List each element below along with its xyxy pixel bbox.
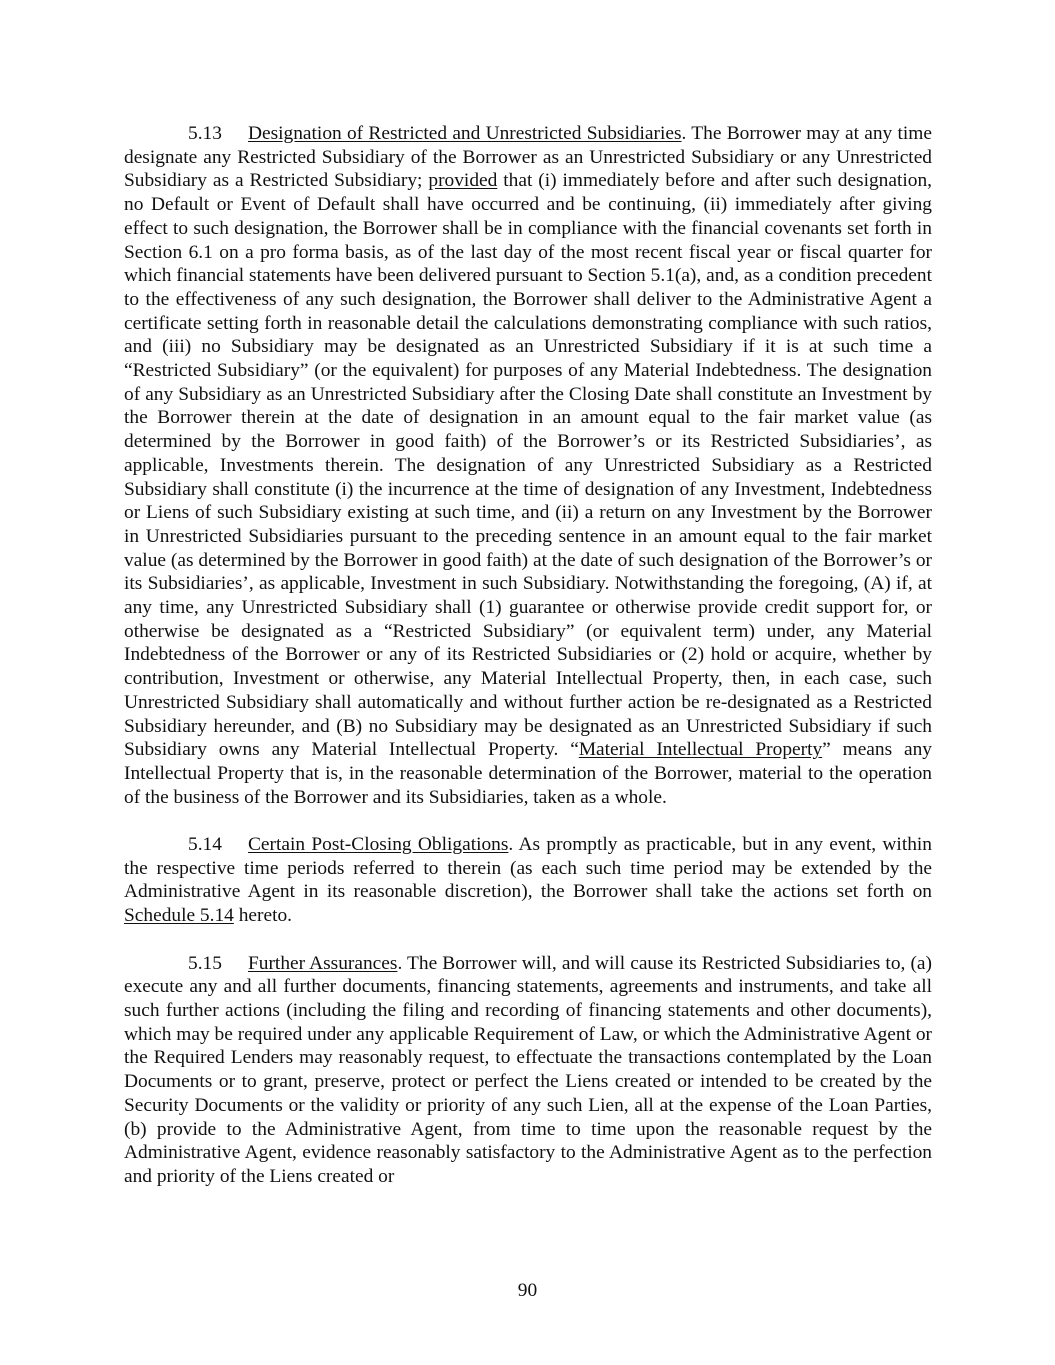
section-heading: Designation of Restricted and Unrestricted Subsidiaries <box>248 123 682 144</box>
section-heading: Further Assurances <box>248 952 398 974</box>
document-page <box>124 122 932 1212</box>
page-number: 90 <box>517 1280 538 1301</box>
section-text: hereto. <box>233 905 293 927</box>
section-5-13 <box>124 122 932 809</box>
schedule-reference: Schedule 5.14 <box>124 905 234 927</box>
section-number: 5.15 <box>188 952 222 974</box>
section-5-15 <box>124 952 932 1189</box>
section-text: . As promptly as practicable, but in any event, within the respective time periods referred to therein (as each such time period may be extended by the Administrative Agent in its reasonable discretion), the Borrower shall take the actions set forth on <box>124 834 932 903</box>
section-5-14 <box>124 833 932 928</box>
section-number: 5.14 <box>188 834 222 856</box>
section-number: 5.13 <box>188 123 222 144</box>
section-text: that (i) immediately before and after such designation, no Default or Event of Default shall have occurred and be continuing, (ii) immediately after giving effect to such designation, the Borrower shall be in compliance with the financial covenants set forth in Section 6.1 on a pro forma basis, as of the last day of the most recent fiscal year or fiscal quarter for which financial statements have been delivered pursuant to Section 5.1(a), and, as a condition precedent to the effectiveness of any such designation, the Borrower shall deliver to the Administrative Agent a certificate setting forth in reasonable detail the calculations demonstrating compliance with such ratios, and (iii) no Subsidiary may be designated as an Unrestricted Subsidiary if it is at such time a “Restricted Subsidiary” (or the equivalent) for purposes of any Material Indebtedness. The designation of any Subsidiary as an Unrestricted Subsidiary after the Closing Date shall constitute an Investment by the Borrower therein at the date of designation in an amount equal to the fair market value (as determined by the Borrower in good faith) of the Borrower’s or its Restricted Subsidiaries’, as applicable, Investments therein. The designation of any Unrestricted Subsidiary as a Restricted Subsidiary shall constitute (i) the incurrence at the time of designation of any Investment, Indebtedness or Liens of such Subsidiary existing at such time, and (ii) a return on any Investment by the Borrower in Unrestricted Subsidiaries pursuant to the preceding sentence in an amount equal to the fair market value (as determined by the Borrower in good faith) at the date of such designation of the Borrower’s or its Subsidiaries’, as applicable, Investment in such Subsidiary. Notwithstanding the foregoing, (A) if, at any time, any Unrestricted Subsidiary shall (1) guarantee or otherwise provide credit support for, or otherwise be designated as a “Restricted Subsidiary” (or equivalent term) under, any Material Indebtedness of the Borrower or any of its Restricted Subsidiaries or (2) hold or acquire, whether by contribution, Investment or otherwise, any Material Intellectual Property, then, in each case, such Unrestricted Subsidiary shall automatically and without further action be re-designated as a Restricted Subsidiary hereunder, and (B) no Subsidiary may be designated as an Unrestricted Subsidiary if such Subsidiary owns any Material Intellectual Property. “ <box>124 170 933 761</box>
section-heading: Certain Post-Closing Obligations <box>248 834 509 856</box>
defined-term-provided: provided <box>428 170 498 192</box>
section-text: . The Borrower may at any time designate any Restricted Subsidiary of the Borrower as an Unrestricted Subsidiary or any Unrestricted Subsidiary as a Restricted Subsidiary; <box>124 123 932 192</box>
section-text: ” means any Intellectual Property that is, in the reasonable determination of the Borrower, material to the operation of the business of the Borrower and its Subsidiaries, taken as a whole. <box>124 739 932 808</box>
section-text: . The Borrower will, and will cause its Restricted Subsidiaries to, (a) execute any and all further documents, financing statements, agreements and instruments, and take all such further actions (including the filing and recording of financing statements and other documents), which may be required under any applicable Requirement of Law, or which the Administrative Agent or the Required Lenders may reasonably request, to effectuate the transactions contemplated by the Loan Documents or to grant, preserve, protect or perfect the Liens created or intended to be created by the Security Documents or the validity or priority of any such Lien, all at the expense of the Loan Parties, (b) provide to the Administrative Agent, from time to time upon the reasonable request by the Administrative Agent, evidence reasonably satisfactory to the Administrative Agent as to the perfection and priority of the Liens created or <box>124 952 932 1187</box>
defined-term-material-ip: Material Intellectual Property <box>578 739 823 761</box>
